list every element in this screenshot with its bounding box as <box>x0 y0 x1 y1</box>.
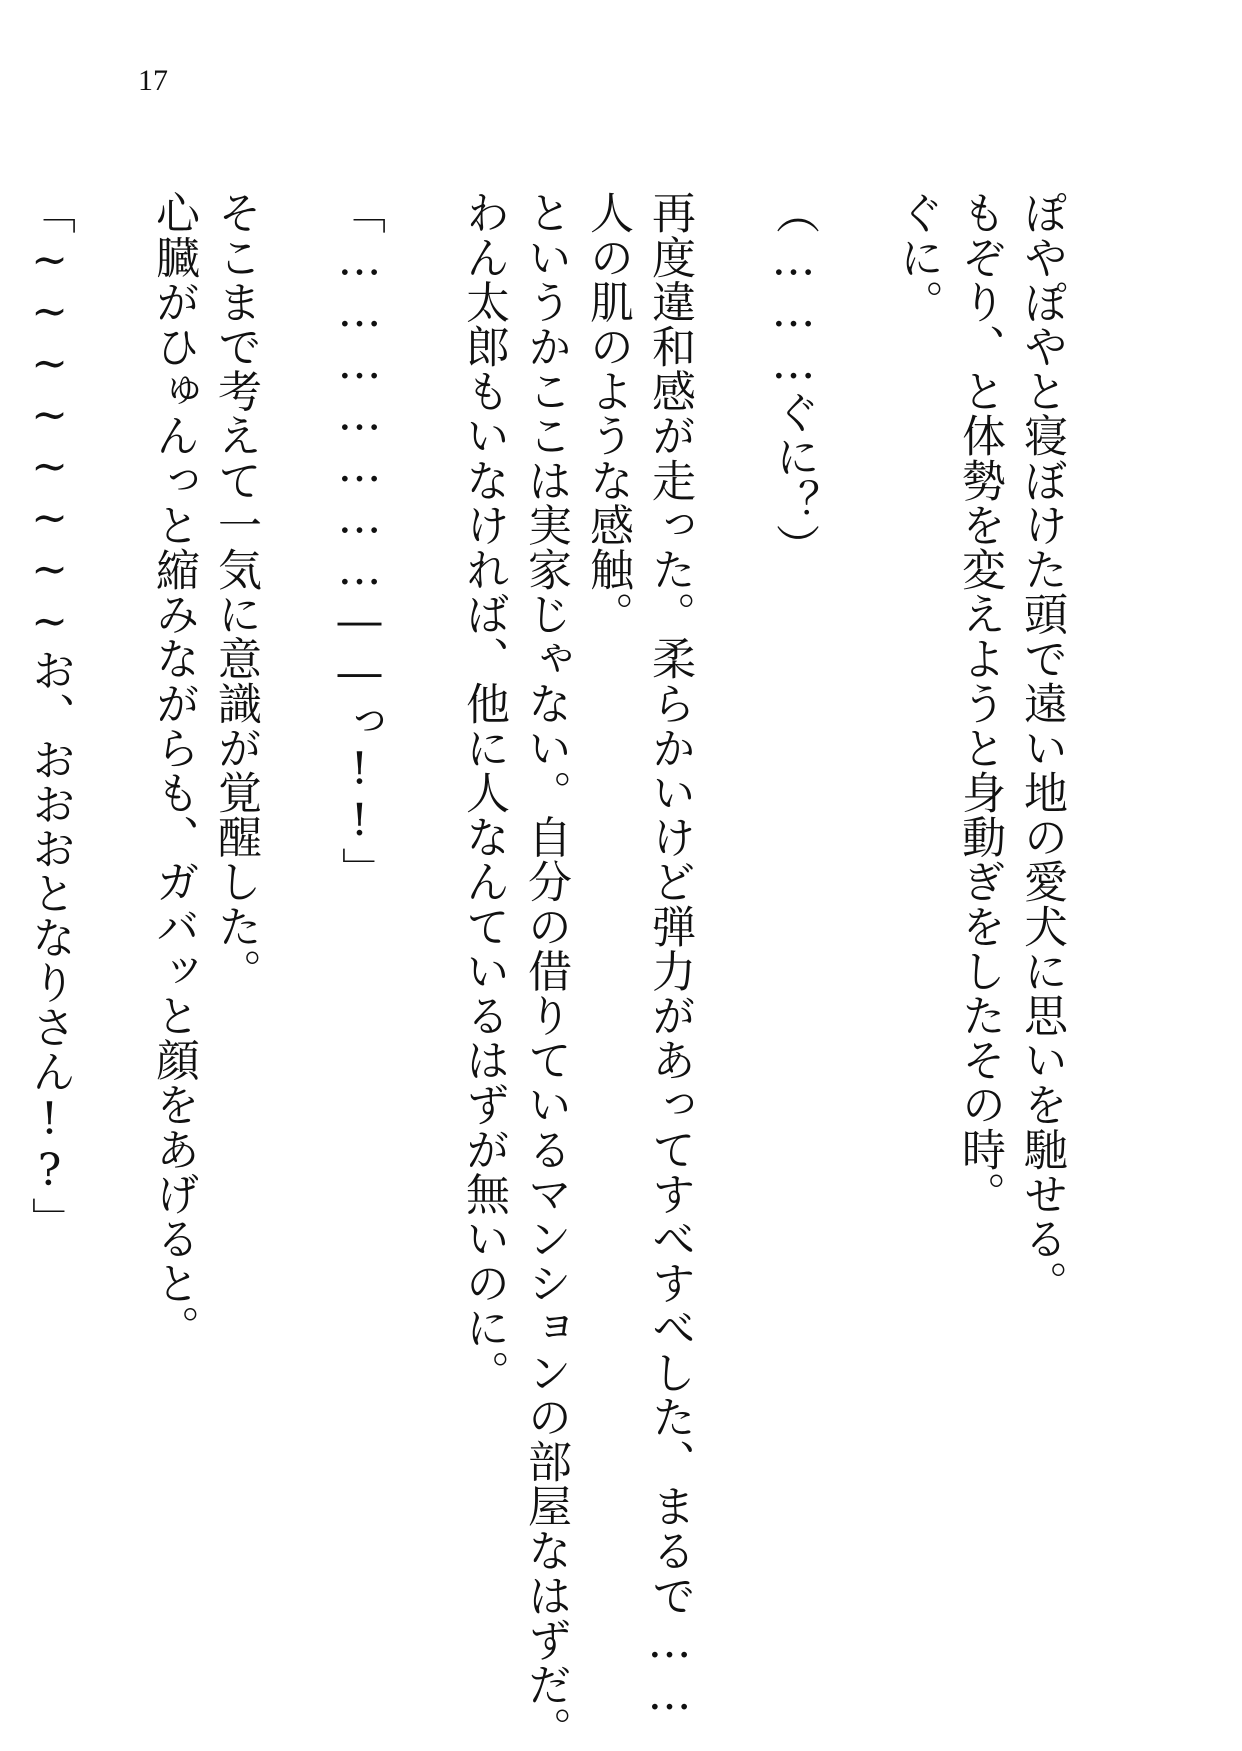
text-line: というかここは実家じゃない。自分の借りているマンションの部屋なはずだ。 <box>520 190 571 1751</box>
text-line: 「~~~~~~~~お、おおおとなりさん!?」 <box>24 190 75 1242</box>
text-line: もぞり、と体勢を変えようと身動ぎをしたその時。 <box>954 190 1005 1216</box>
text-line: そこまで考えて一気に意識が覚醒した。 <box>210 190 261 993</box>
blank-line <box>80 190 142 1710</box>
blank-line <box>700 190 762 1710</box>
text-line: 再度違和感が走った。柔らかいけど弾力があってすべすべした、まるで…… <box>644 190 695 1721</box>
text-line: わん太郎もいなければ、他に人なんているはずが無いのに。 <box>458 190 509 1395</box>
text-line: （………ぐに？） <box>768 190 819 568</box>
text-line: ぽやぽやと寝ぼけた頭で遠い地の愛犬に思いを馳せる。 <box>1016 190 1067 1305</box>
blank-line <box>390 190 452 1710</box>
text-line: 「…………………――っ!!」 <box>334 190 385 892</box>
novel-text <box>24 190 1072 1751</box>
page-number: 17 <box>138 64 168 97</box>
blank-line <box>824 190 886 1710</box>
text-line: 心臓がひゅんっと縮みながらも、ガバッと顔をあげると。 <box>148 190 199 1350</box>
text-line: 人の肌のような感触。 <box>582 190 633 636</box>
blank-line <box>266 190 328 1710</box>
text-line: ぐに。 <box>892 190 943 324</box>
